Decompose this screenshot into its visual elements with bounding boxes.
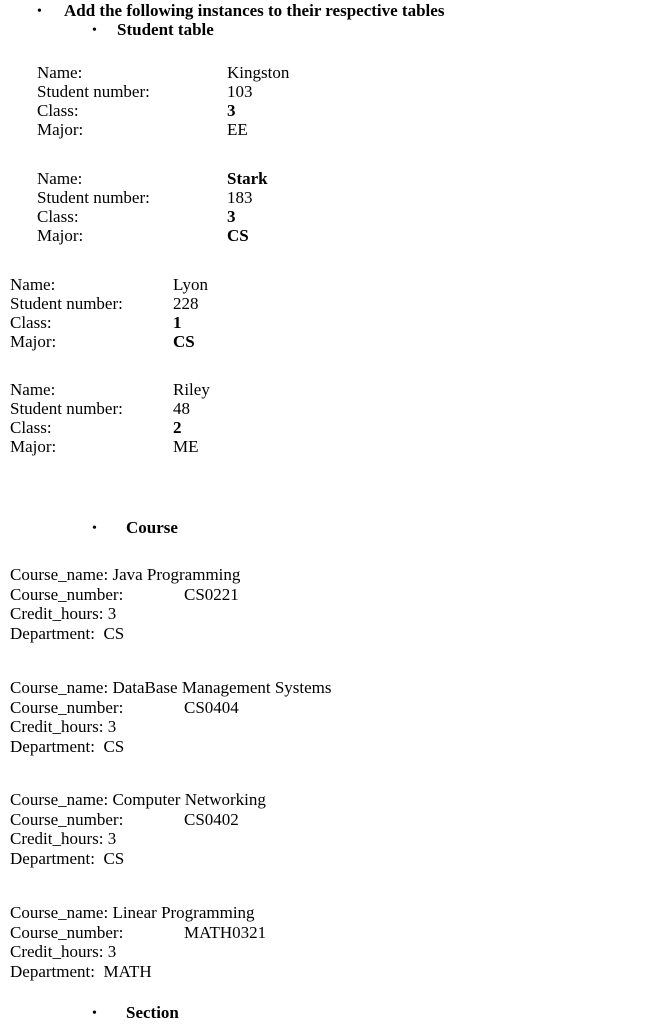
bullet-icon: • [37,4,42,19]
course-number-value: CS0221 [184,584,239,604]
course-record [10,790,266,868]
major-label: Major: [37,226,84,245]
credit-hours-label: Credit_hours: [10,604,104,623]
credit-hours-value: 3 [107,942,117,961]
course-record [10,903,267,981]
major-value: ME [173,437,199,456]
class-value: 1 [173,313,182,332]
course-number-value: CS0404 [184,697,239,717]
course-name-label: Course_name: [10,903,109,922]
department-value: CS [103,736,125,756]
bullet-icon: • [92,23,97,38]
name-label: Name: [10,380,56,399]
department-label: Department: [10,848,95,868]
section-heading: Section [126,1003,179,1022]
student-number-label: Student number: [10,294,123,313]
course-name-value: Java Programming [112,565,241,584]
class-value: 3 [227,101,236,120]
department-label: Department: [10,623,95,643]
student-number-value: 183 [227,188,253,207]
credit-hours-value: 3 [107,717,117,736]
course-record [10,678,332,756]
course-number-value: MATH0321 [184,922,267,942]
major-value: CS [227,226,249,245]
course-heading: Course [126,518,178,537]
name-label: Name: [10,275,56,294]
class-label: Class: [37,207,79,226]
class-label: Class: [37,101,79,120]
major-label: Major: [37,120,84,139]
bullet-icon: • [92,521,97,536]
course-number-label: Course_number: [10,584,124,604]
name-value: Kingston [227,63,290,82]
name-value: Riley [173,380,210,399]
credit-hours-label: Credit_hours: [10,717,104,736]
student-number-label: Student number: [10,399,123,418]
major-label: Major: [10,332,57,351]
credit-hours-label: Credit_hours: [10,942,104,961]
department-value: CS [103,848,125,868]
name-value: Lyon [173,275,208,294]
course-number-label: Course_number: [10,809,124,829]
course-number-label: Course_number: [10,922,124,942]
class-label: Class: [10,313,52,332]
major-value: CS [173,332,195,351]
major-value: EE [227,120,248,139]
department-label: Department: [10,961,95,981]
course-name-label: Course_name: [10,565,109,584]
department-value: CS [103,623,125,643]
name-value: Stark [227,169,268,188]
credit-hours-label: Credit_hours: [10,829,104,848]
class-value: 2 [173,418,182,437]
course-name-value: Linear Programming [112,903,255,922]
class-label: Class: [10,418,52,437]
course-name-label: Course_name: [10,790,109,809]
bullet-icon: • [92,1006,97,1021]
student-number-label: Student number: [37,188,150,207]
course-number-value: CS0402 [184,809,239,829]
student-number-value: 48 [173,399,190,418]
course-name-value: DataBase Management Systems [112,678,332,697]
student-number-value: 103 [227,82,253,101]
course-record [10,565,240,643]
student-number-value: 228 [173,294,199,313]
credit-hours-value: 3 [107,604,117,623]
course-name-label: Course_name: [10,678,109,697]
credit-hours-value: 3 [107,829,117,848]
major-label: Major: [10,437,57,456]
student-number-label: Student number: [37,82,150,101]
name-label: Name: [37,63,83,82]
department-value: MATH [103,961,152,981]
name-label: Name: [37,169,83,188]
course-number-label: Course_number: [10,697,124,717]
course-name-value: Computer Networking [112,790,266,809]
student-table-heading: Student table [117,20,214,39]
main-heading: Add the following instances to their respective tables [64,1,445,20]
class-value: 3 [227,207,236,226]
department-label: Department: [10,736,95,756]
